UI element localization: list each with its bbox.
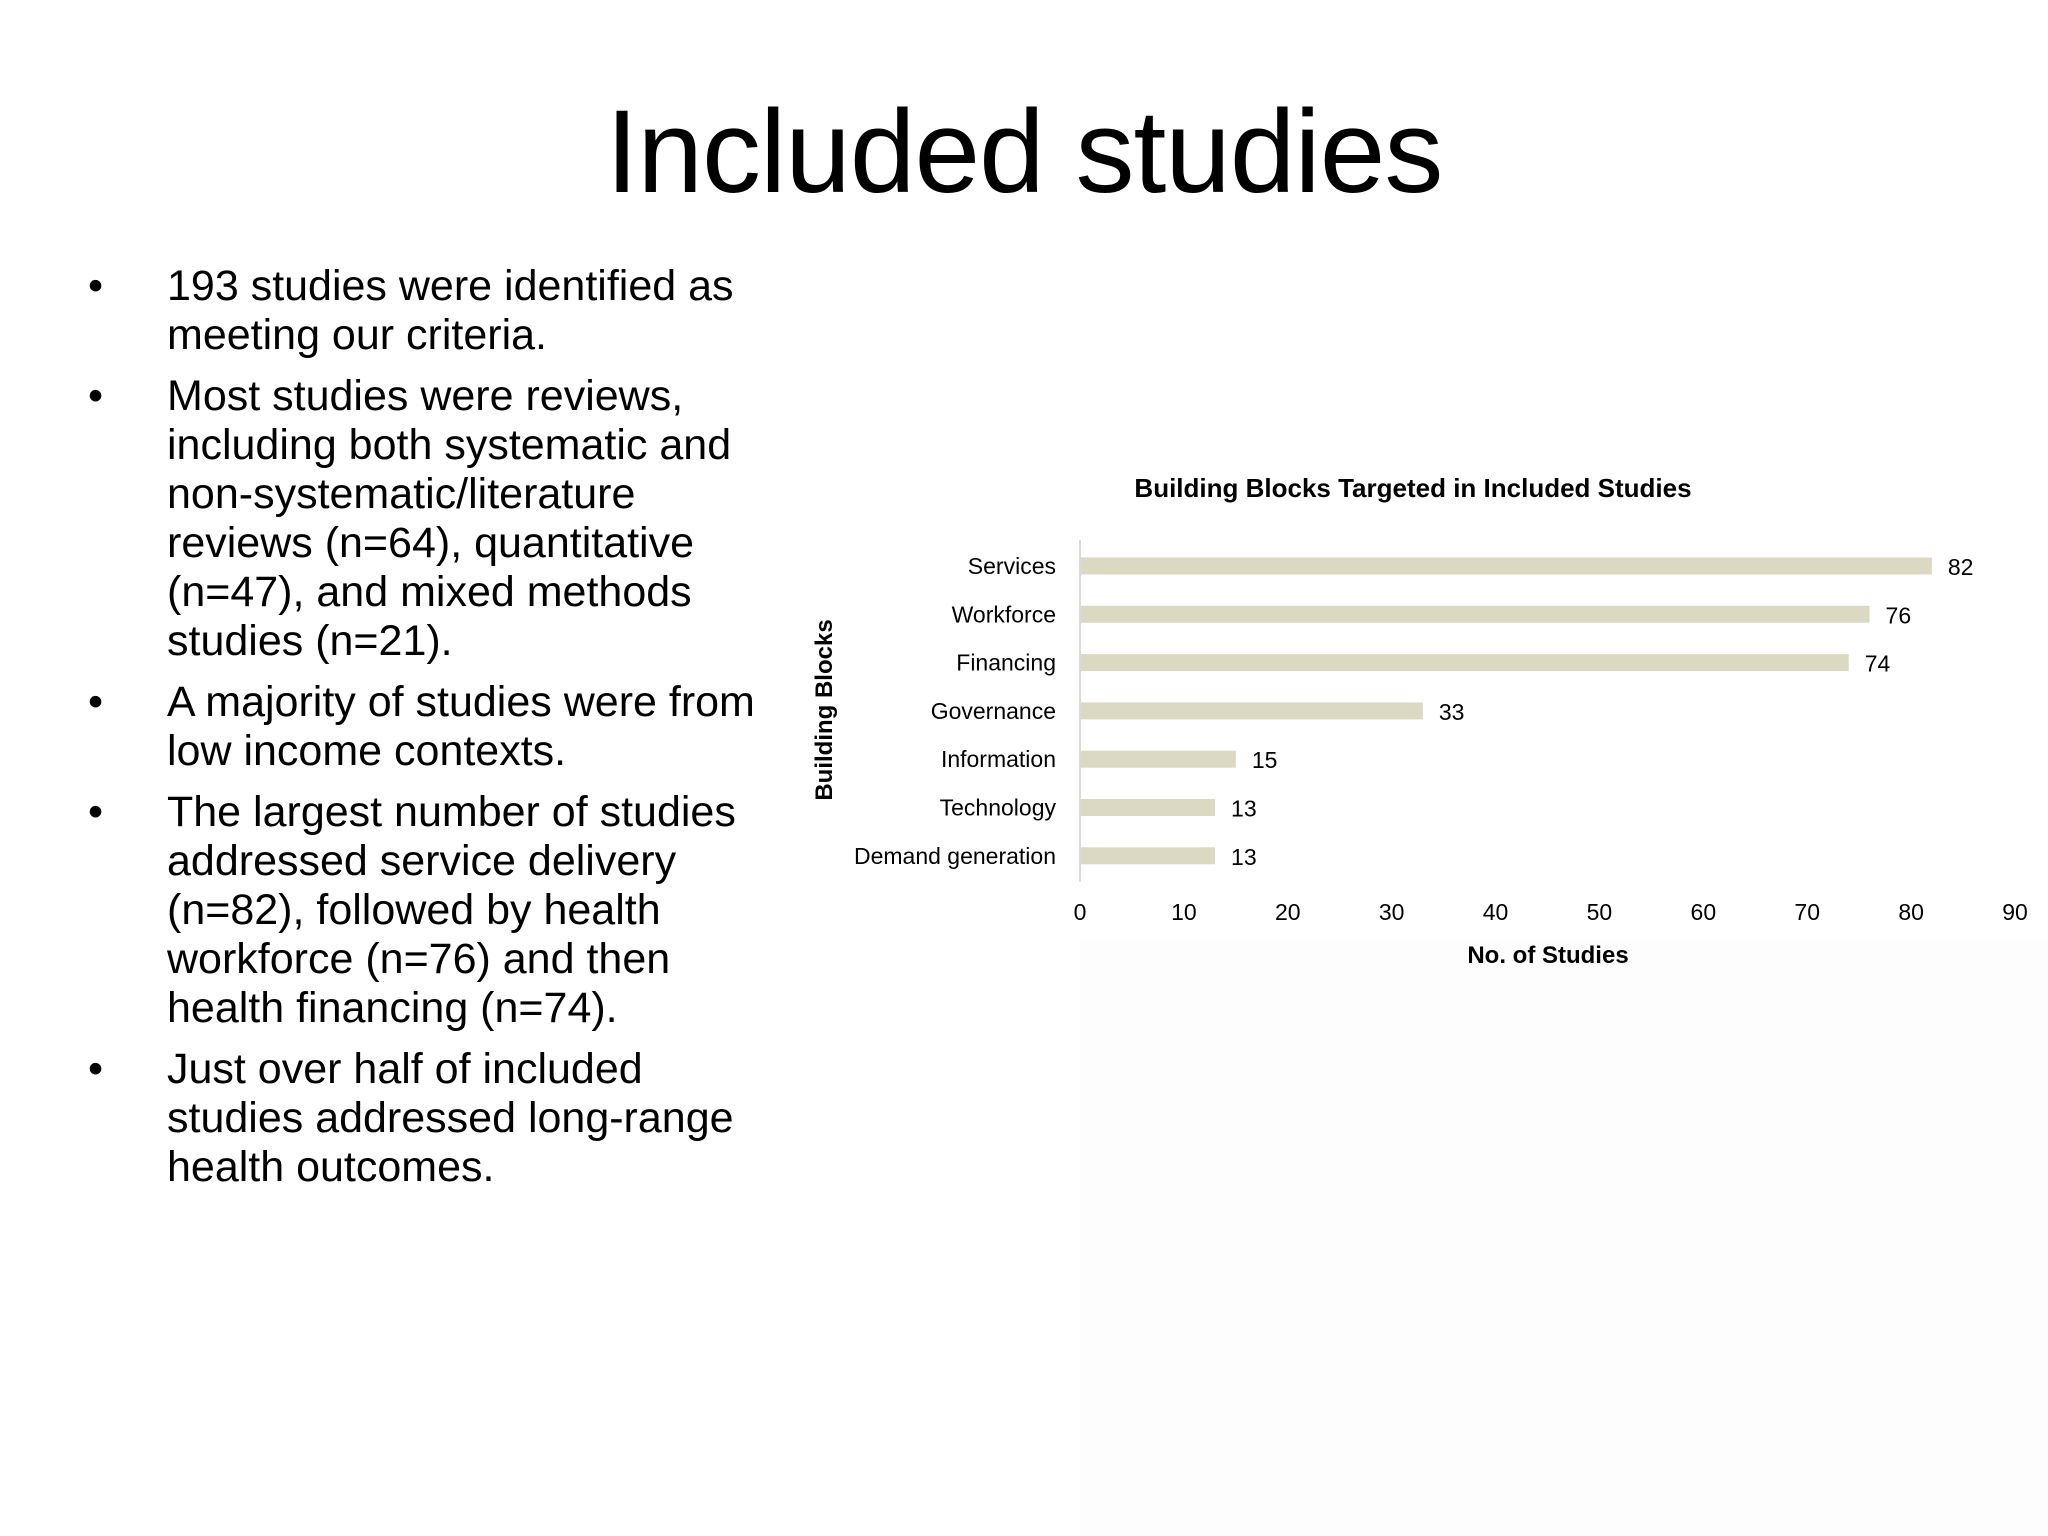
x-tick-label: 40 [1482, 899, 1509, 925]
bullet-marker: • [88, 372, 104, 420]
x-tick-label: 60 [1690, 899, 1717, 925]
bar [1081, 654, 1849, 671]
bullet-text: Just over half of included studies addressed long-range health outcomes. [167, 1045, 734, 1191]
bar [1081, 606, 1870, 623]
bullet-text: 193 studies were identified as meeting our criteria. [167, 262, 734, 359]
slide-title: Included studies [605, 86, 1443, 218]
category-label: Services [967, 553, 1056, 579]
bar [1081, 799, 1215, 816]
data-label: 13 [1231, 795, 1257, 822]
x-tick-label: 10 [1171, 899, 1197, 925]
bullet-marker: • [88, 262, 104, 310]
data-label: 15 [1251, 747, 1278, 774]
y-axis-title: Building Blocks [811, 619, 838, 801]
category-label: Information [940, 746, 1056, 773]
data-label: 13 [1231, 843, 1257, 870]
bullet-marker: • [88, 678, 104, 726]
bar [1081, 847, 1215, 864]
bar [1081, 702, 1423, 719]
data-label: 82 [1947, 554, 1974, 580]
plot-area [854, 540, 2028, 925]
bullet-text: Most studies were reviews, including both systematic and non-systematic/literature reviews (n=64), quantitative (n=47), and mixed methods studies (n=21). [167, 372, 732, 665]
category-label: Governance [930, 697, 1056, 724]
data-label: 74 [1864, 650, 1891, 677]
x-tick-label: 80 [1898, 899, 1924, 925]
category-label: Workforce [951, 601, 1056, 628]
x-tick-label: 50 [1586, 899, 1613, 925]
x-tick-label: 70 [1794, 899, 1821, 925]
bullet-marker: • [88, 1045, 104, 1093]
x-tick-label: 90 [2002, 899, 2028, 925]
data-label: 76 [1885, 602, 1912, 629]
x-tick-label: 30 [1378, 899, 1405, 925]
x-axis-title: No. of Studies [1467, 942, 1629, 969]
chart-title: Building Blocks Targeted in Included Studies [1134, 473, 1692, 503]
bullet-marker: • [88, 788, 104, 836]
x-tick-label: 20 [1274, 899, 1301, 925]
category-label: Demand generation [853, 842, 1056, 869]
bullet-text: A majority of studies were from low income contexts. [167, 678, 755, 775]
category-label: Technology [939, 794, 1056, 821]
x-tick-label: 0 [1073, 899, 1087, 925]
bar [1081, 751, 1236, 768]
bar [1081, 558, 1932, 575]
bullet-text: The largest number of studies addressed service delivery (n=82), followed by health workforce (n=76) and then health financing (n=74). [167, 788, 736, 1032]
data-label: 33 [1438, 698, 1465, 725]
category-label: Financing [956, 649, 1056, 676]
